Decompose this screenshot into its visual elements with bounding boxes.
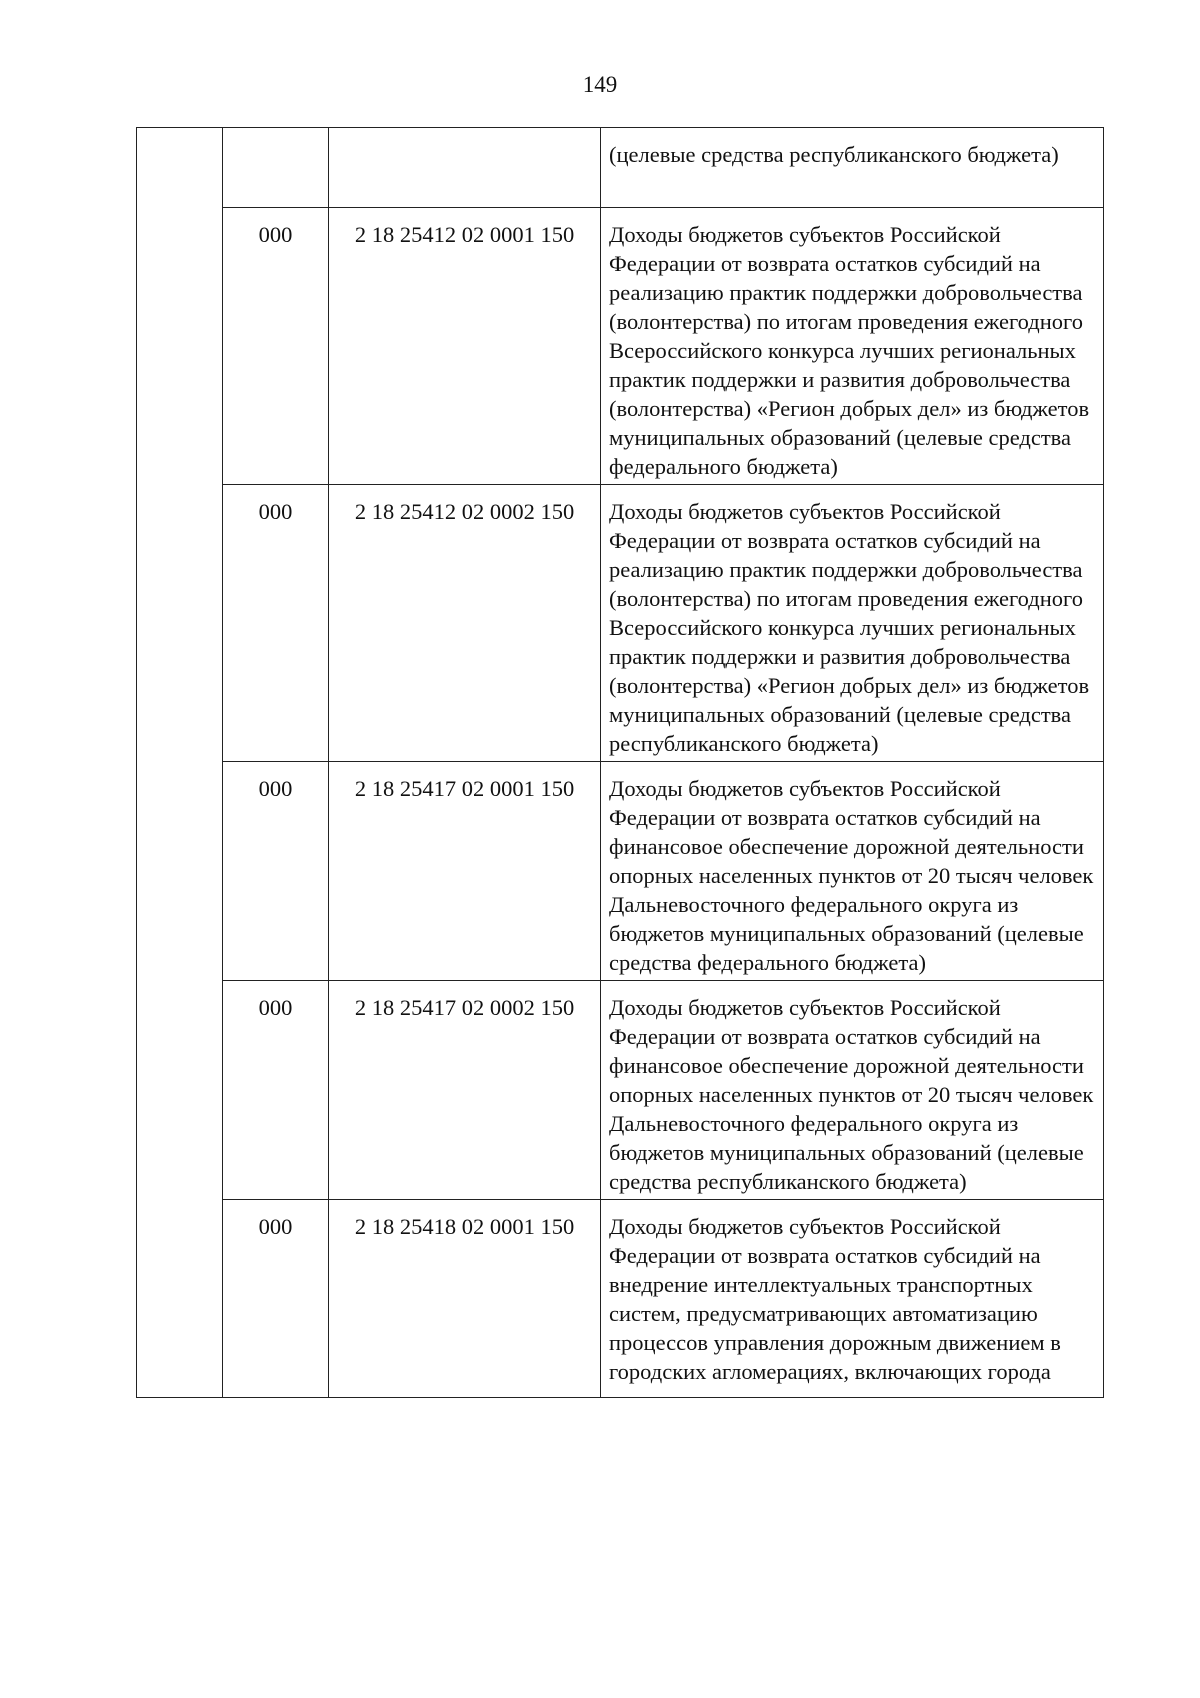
description-cell: Доходы бюджетов субъектов Российской Федерации от возврата остатков субсидий на реализацию практик поддержки добровольчества (волонтерства) по итогам проведения ежегодного Всероссийского конкурса лучших региональных практик поддержки и развития добровольчества (волонтерства) «Регион добрых дел» из бюджетов муниципальных образований (целевые средства республиканского бюджета)	[601, 485, 1104, 762]
admin-code-cell	[223, 128, 329, 208]
group-column-cell	[137, 128, 223, 1398]
description-cell: (целевые средства республиканского бюджета)	[601, 128, 1104, 208]
table-row	[137, 1200, 1104, 1398]
budget-code-cell: 2 18 25412 02 0001 150	[329, 208, 601, 485]
description-cell: Доходы бюджетов субъектов Российской Федерации от возврата остатков субсидий на реализацию практик поддержки добровольчества (волонтерства) по итогам проведения ежегодного Всероссийского конкурса лучших региональных практик поддержки и развития добровольчества (волонтерства) «Регион добрых дел» из бюджетов муниципальных образований (целевые средства федерального бюджета)	[601, 208, 1104, 485]
budget-code-cell: 2 18 25417 02 0001 150	[329, 762, 601, 981]
description-cell: Доходы бюджетов субъектов Российской Федерации от возврата остатков субсидий на внедрение интеллектуальных транспортных систем, предусматривающих автоматизацию процессов управления дорожным движением в городских агломерациях, включающих города	[601, 1200, 1104, 1398]
table-row	[137, 208, 1104, 485]
description-cell: Доходы бюджетов субъектов Российской Федерации от возврата остатков субсидий на финансовое обеспечение дорожной деятельности опорных населенных пунктов от 20 тысяч человек Дальневосточного федерального округа из бюджетов муниципальных образований (целевые средства федерального бюджета)	[601, 762, 1104, 981]
admin-code-cell: 000	[223, 762, 329, 981]
description-cell: Доходы бюджетов субъектов Российской Федерации от возврата остатков субсидий на финансовое обеспечение дорожной деятельности опорных населенных пунктов от 20 тысяч человек Дальневосточного федерального округа из бюджетов муниципальных образований (целевые средства республиканского бюджета)	[601, 981, 1104, 1200]
budget-codes-table	[136, 127, 1104, 1398]
budget-code-cell	[329, 128, 601, 208]
table-row	[137, 485, 1104, 762]
admin-code-cell: 000	[223, 485, 329, 762]
budget-code-cell: 2 18 25418 02 0001 150	[329, 1200, 601, 1398]
admin-code-cell: 000	[223, 1200, 329, 1398]
admin-code-cell: 000	[223, 208, 329, 485]
admin-code-cell: 000	[223, 981, 329, 1200]
table-row	[137, 981, 1104, 1200]
budget-code-cell: 2 18 25412 02 0002 150	[329, 485, 601, 762]
table-row	[137, 762, 1104, 981]
page-number: 149	[582, 72, 618, 97]
budget-code-cell: 2 18 25417 02 0002 150	[329, 981, 601, 1200]
table-row-continued	[137, 128, 1104, 208]
